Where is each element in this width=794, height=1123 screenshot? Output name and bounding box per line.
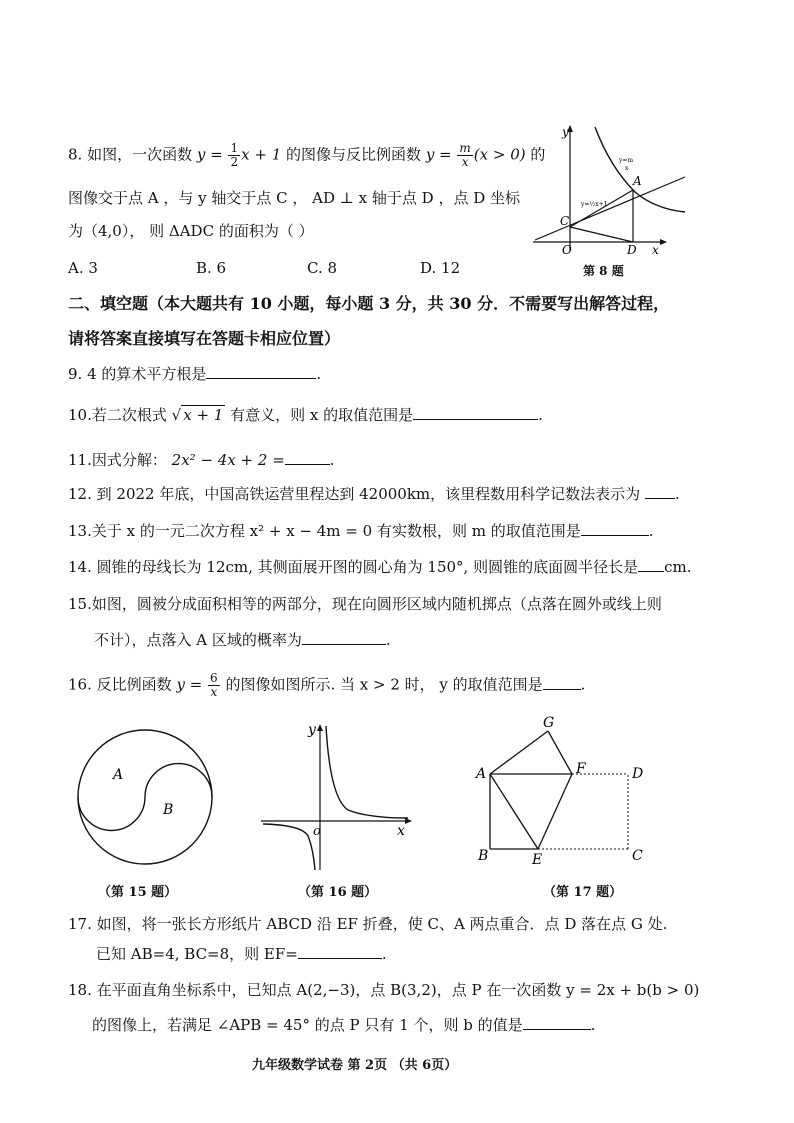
fig15-s-curve <box>78 764 212 831</box>
figure-17 <box>470 716 650 866</box>
fig8-segment-cd <box>570 227 633 242</box>
q9-end: . <box>316 365 322 383</box>
q8-line2: 图像交于点 A ，与 y 轴交于点 C ， AD ⊥ x 轴于点 D ，点 D 坐标 <box>68 189 521 207</box>
q14-number: 14. <box>68 558 92 576</box>
q12-end: . <box>674 485 680 503</box>
fig8-linear-line <box>535 177 685 240</box>
fig17-label-g: G <box>543 716 555 731</box>
figure-16 <box>258 718 418 878</box>
q8-fraction-2-numerator: m <box>459 141 471 155</box>
q18-answer-blank[interactable] <box>523 1015 591 1030</box>
q16-number: 16. <box>68 675 92 694</box>
q8-fraction-1 <box>228 142 240 169</box>
q18-line1 <box>68 980 699 1000</box>
fig16-label-x: x <box>397 823 405 839</box>
q16-end: . <box>580 675 586 694</box>
q16-answer-blank[interactable] <box>543 675 581 690</box>
fig8-label-o: O <box>562 243 572 257</box>
q18-end: . <box>590 1016 596 1034</box>
q10-radical: √ x + 1 <box>171 406 224 424</box>
section2-title-line1: 二、填空题（本大题共有 10 小题，每小题 3 分，共 30 分．不需要写出解答过程， <box>68 294 670 313</box>
q15-line1 <box>68 594 662 614</box>
fig16-label-y: y <box>308 722 316 738</box>
q15-number: 15. <box>68 595 92 613</box>
section2-title-line2: 请将答案直接填写在答题卡相应位置） <box>68 329 341 348</box>
fig8-curve-label-bot: x <box>625 165 629 172</box>
q15-line2 <box>94 630 391 650</box>
fig16-y-arrow <box>317 724 323 731</box>
fig15-caption: （第 15 题） <box>98 885 178 900</box>
q17-text-2: 已知 AB=4, BC=8，则 EF= <box>96 945 298 963</box>
fig8-label-y: y <box>562 125 569 139</box>
fig17-label-d: D <box>632 766 644 782</box>
fig16-branch-1 <box>326 726 408 818</box>
fig8-line-label: y=½x+1 <box>581 201 608 208</box>
q8-text-2: 的图像与反比例函数 <box>286 145 422 164</box>
fig16-label-o: o <box>313 824 321 839</box>
q16-post: 的图像如图所示. 当 x > 2 时， y 的取值范围是 <box>225 675 543 694</box>
figure-8 <box>525 122 690 257</box>
q14-end: cm. <box>664 558 692 576</box>
q13-number: 13. <box>68 522 92 540</box>
q16-fraction-denominator: x <box>210 685 218 699</box>
q16-fraction <box>208 672 220 699</box>
q17-line1 <box>68 914 667 934</box>
q8-option-d: D. 12 <box>420 259 461 277</box>
fig8-label-d: D <box>627 243 637 257</box>
q8-fraction-2 <box>457 142 472 169</box>
q13-answer-blank[interactable] <box>581 521 649 536</box>
q13-line <box>68 521 654 541</box>
q8-formula-2-tail: (x > 0) <box>473 145 526 164</box>
q10-number: 10. <box>68 406 92 424</box>
fig15-label-b: B <box>163 802 174 818</box>
q16-fraction-numerator: 6 <box>210 671 218 685</box>
fig17-fold-ef <box>538 774 572 849</box>
q12-answer-blank[interactable] <box>645 484 675 499</box>
q8-fraction-1-numerator: 1 <box>230 141 239 155</box>
fig16-caption: （第 16 题） <box>298 885 378 900</box>
q12-line <box>68 484 680 504</box>
q11-answer-blank[interactable] <box>285 450 330 465</box>
q11-expression: 2x² − 4x + 2 = <box>171 451 285 469</box>
page-footer: 九年级数学试卷 第 2页 （共 6页） <box>252 1058 458 1073</box>
q9-line <box>68 364 321 384</box>
q10-post: 有意义，则 x 的取值范围是 <box>230 406 414 424</box>
q10-end: . <box>538 406 543 424</box>
fig17-label-b: B <box>478 848 489 864</box>
fig17-side-ae <box>490 774 538 849</box>
q10-line <box>68 405 543 425</box>
q17-text-1: 如图，将一张长方形纸片 ABCD 沿 EF 折叠，使 C、A 两点重合．点 D 落在点 G 处. <box>96 915 668 933</box>
q8-fraction-1-denominator: 2 <box>230 155 239 169</box>
q18-number: 18. <box>68 981 92 999</box>
q14-text: 圆锥的母线长为 12cm, 其侧面展开图的圆心角为 150°, 则圆锥的底面圆半径长是 <box>96 558 639 576</box>
fig8-curve-label-top: y=m <box>619 157 634 164</box>
q8-formula-1-lhs: y = <box>196 145 228 164</box>
q11-number: 11. <box>68 451 92 469</box>
q11-end: . <box>329 451 335 469</box>
q8-formula-1-tail: x + 1 <box>241 145 282 164</box>
q8-option-b: B. 6 <box>196 259 227 277</box>
q16-line <box>68 672 585 699</box>
q8-text-1: 如图，一次函数 <box>87 145 193 164</box>
q18-text-1: 在平面直角坐标系中，已知点 A(2,−3)，点 B(3,2)，点 P 在一次函数 y = 2x + b(b > 0) <box>96 981 700 999</box>
q17-line2 <box>96 944 387 964</box>
fig17-label-f: F <box>576 761 586 777</box>
q9-answer-blank[interactable] <box>206 364 316 379</box>
fig8-label-a: A <box>633 174 642 188</box>
q9-number: 9. <box>68 365 83 383</box>
q8-number: 8. <box>68 145 83 164</box>
fig17-side-gf <box>548 731 572 774</box>
q17-answer-blank[interactable] <box>298 944 382 959</box>
q10-radicand: x + 1 <box>183 406 224 424</box>
fig15-label-a: A <box>113 767 124 783</box>
q8-line1 <box>68 142 545 169</box>
fig17-label-a: A <box>476 766 487 782</box>
q8-fraction-2-denominator: x <box>461 155 469 169</box>
q15-end: . <box>385 631 391 649</box>
q9-text: 4 的算术平方根是 <box>87 365 207 383</box>
fig8-label-x: x <box>652 243 659 257</box>
fig8-x-arrow <box>660 239 667 245</box>
q17-number: 17. <box>68 915 92 933</box>
q12-text: 到 2022 年底，中国高铁运营里程达到 42000km，该里程数用科学记数法表示为 <box>96 485 641 503</box>
figure-15 <box>75 727 215 867</box>
q11-pre: 因式分解： <box>91 451 167 469</box>
q8-formula-2-lhs: y = <box>425 145 457 164</box>
q13-end: . <box>648 522 654 540</box>
fig16-x-arrow <box>405 818 412 824</box>
fig8-caption: 第 8 题 <box>583 264 624 278</box>
fig8-segment-ca <box>570 190 633 227</box>
q13-text: 关于 x 的一元二次方程 x² + x − 4m = 0 有实数根，则 m 的取值范围是 <box>91 522 581 540</box>
q8-line3: 为（4,0）， 则 ΔADC 的面积为（ ） <box>68 222 314 240</box>
q8-option-a: A. 3 <box>68 259 98 277</box>
q8-option-c: C. 8 <box>307 259 338 277</box>
q8-text-3: 的 <box>530 145 546 164</box>
q11-line <box>68 450 335 470</box>
q15-text-1: 如图，圆被分成面积相等的两部分，现在向圆形区域内随机掷点（点落在圆外或线上则 <box>91 595 662 613</box>
q18-line2 <box>92 1015 595 1035</box>
q10-pre: 若二次根式 <box>91 406 167 424</box>
fig8-label-c: C <box>560 214 570 228</box>
q12-number: 12. <box>68 485 92 503</box>
q16-pre: 反比例函数 <box>96 675 172 694</box>
q16-formula-lhs: y = <box>176 675 208 694</box>
fig17-label-e: E <box>532 852 543 866</box>
q15-answer-blank[interactable] <box>302 630 386 645</box>
q18-text-2: 的图像上，若满足 ∠APB = 45° 的点 P 只有 1 个，则 b 的值是 <box>92 1016 523 1034</box>
q17-end: . <box>381 945 387 963</box>
q14-answer-blank[interactable] <box>638 557 664 572</box>
q14-line <box>68 557 692 577</box>
q15-text-2: 不计），点落入 A 区域的概率为 <box>94 631 302 649</box>
q10-answer-blank[interactable] <box>413 405 538 420</box>
fig17-caption: （第 17 题） <box>543 885 623 900</box>
fig17-label-c: C <box>632 848 643 864</box>
fig17-side-ag <box>490 731 548 774</box>
fig8-hyperbola <box>595 127 685 212</box>
fig16-branch-2 <box>263 824 315 870</box>
